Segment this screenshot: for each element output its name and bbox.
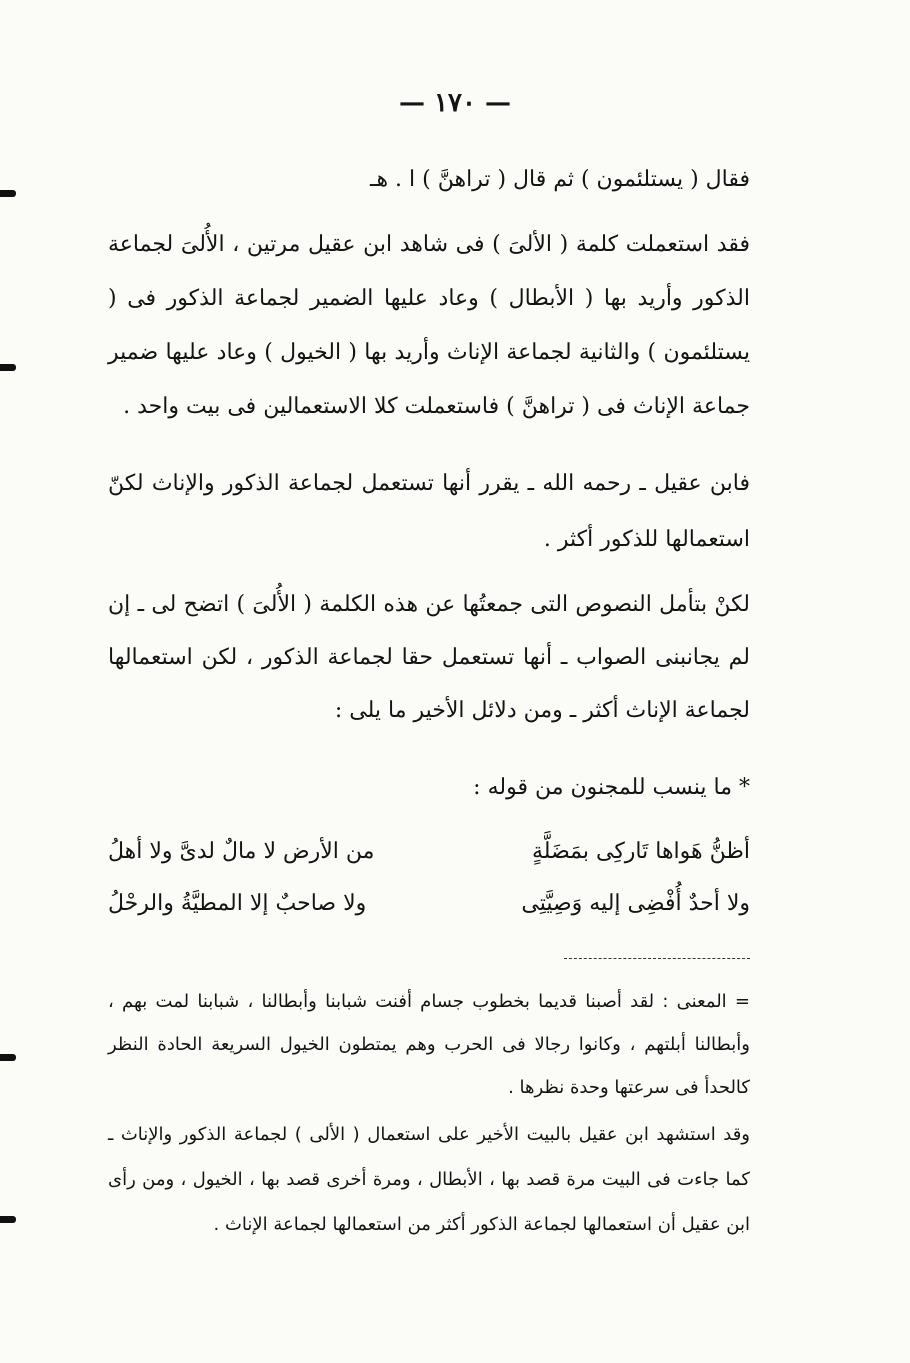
body-text: فقد استعملت كلمة ( الألىَ ) فى شاهد ابن عقيل مرتين ، الأُلىَ لجماعة الذكور وأريد بها ( الأبطال ) وعاد عليها الضمير لجماعة الذكور فى ( يستلئمون ) والثانية لجماعة الإناث وأريد بها ( الخيول ) وعاد عليها ضمير جماعة الإناث فى ( تراهنَّ ) فاستعملت كلا الاستعمالين فى بيت واحد .: [108, 232, 750, 419]
footnote-text: = المعنى : لقد أصبنا قديما بخطوب جسام أفنت شبابنا وأبطالنا ، شبابنا لمت بهم ، وأبطالنا أبلتهم ، وكانوا رجالا فى الحرب وهم يمتطون الخيول السريعة الحادة النظر كالحدأ فى سرعتها وحدة نظرها .: [108, 991, 750, 1098]
verse-line: [108, 878, 750, 930]
page-number: — ١٧٠ —: [398, 88, 512, 118]
verse-second-hemistich: ولا صاحبٌ إلا المطيَّةُ والرحْلُ: [108, 891, 367, 916]
body-paragraph-3: [108, 578, 750, 737]
verse-first-hemistich: ولا أحدٌ أُفْضِى إليه وَصِيَّتِى: [521, 891, 750, 916]
body-text: * ما ينسب للمجنون من قوله :: [473, 775, 750, 800]
scan-edge-mark: [0, 1216, 16, 1223]
scan-edge-mark: [0, 190, 16, 197]
footnote-text: وقد استشهد ابن عقيل بالبيت الأخير على استعمال ( الألى ) لجماعة الذكور والإناث ـ كما جاءت فى البيت مرة قصد بها ، الأبطال ، ومرة أخرى قصد بها ، الخيول ، ومن رأى ابن عقيل أن استعمالها لجماعة الذكور أكثر من استعمالها لجماعة الإناث .: [108, 1124, 750, 1235]
body-paragraph-1: [108, 218, 750, 434]
poetry-verse: [108, 826, 750, 930]
footnote-1: [108, 980, 750, 1109]
body-line-1: [108, 152, 750, 208]
body-text: فقال ( يستلئمون ) ثم قال ( تراهنَّ ) ا . هـ: [370, 167, 750, 192]
footnote-separator: [564, 958, 750, 959]
body-text: لكنْ بتأمل النصوص التى جمعتُها عن هذه الكلمة ( الأُلىَ ) اتضح لى ـ إن لم يجانبنى الصواب ـ أنها تستعمل حقا لجماعة الذكور ، لكن استعمالها لجماعة الإناث أكثر ـ ومن دلائل الأخير ما يلى :: [108, 592, 750, 723]
scan-edge-mark: [0, 1054, 16, 1061]
verse-line: [108, 826, 750, 878]
body-paragraph-4: [108, 768, 750, 808]
footnote-2: [108, 1112, 750, 1247]
verse-second-hemistich: من الأرض لا مالٌ لدىَّ ولا أهلُ: [108, 839, 375, 864]
verse-first-hemistich: أظنُّ هَواها تَاركِى بمَضَلَّةٍ: [532, 839, 750, 864]
body-paragraph-2: [108, 456, 750, 568]
body-text: فابن عقيل ـ رحمه الله ـ يقرر أنها تستعمل لجماعة الذكور والإناث لكنّ استعمالها للذكور أكثر .: [108, 471, 750, 552]
scan-edge-mark: [0, 364, 16, 371]
